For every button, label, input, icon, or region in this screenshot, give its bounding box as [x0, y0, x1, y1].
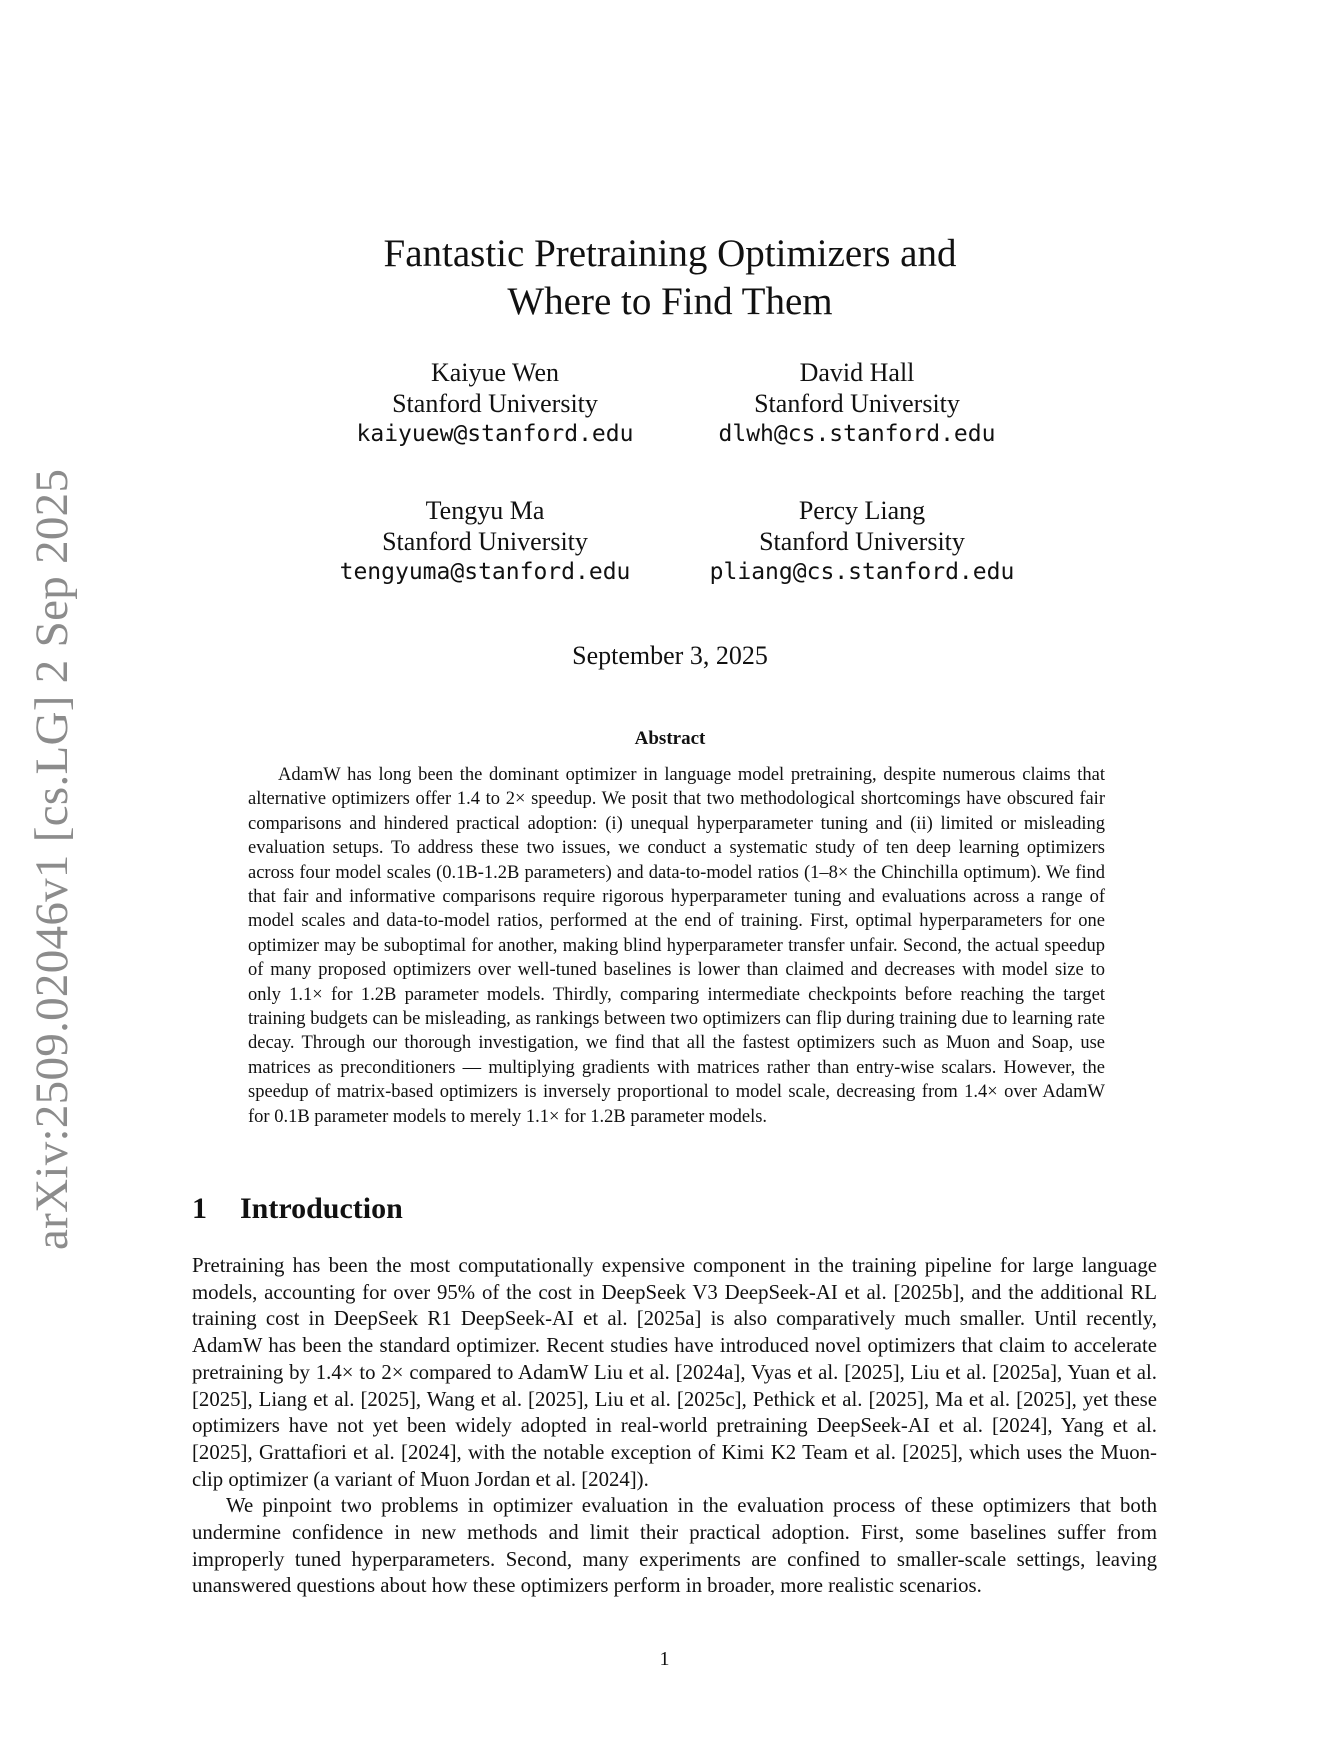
author-name: Percy Liang [798, 496, 926, 525]
author-name: Kaiyue Wen [430, 358, 560, 387]
author-block [305, 357, 685, 450]
author-name: David Hall [799, 358, 915, 387]
title-line-2: Where to Find Them [507, 280, 833, 323]
publication-date: September 3, 2025 [572, 641, 768, 670]
paper-title [190, 230, 1150, 326]
author-affiliation: Stanford University [392, 389, 598, 418]
author-block [667, 357, 1047, 450]
author-email: kaiyuew@stanford.edu [356, 421, 634, 447]
title-line-1: Fantastic Pretraining Optimizers and [383, 232, 957, 275]
arxiv-identifier: arXiv:2509.02046v1 [cs.LG] 2 Sep 2025 [26, 468, 78, 1250]
section-heading [192, 1192, 403, 1226]
author-email: pliang@cs.stanford.edu [709, 559, 1015, 585]
introduction-body [192, 1253, 1157, 1600]
section-number: 1 [192, 1192, 207, 1225]
author-email: tengyuma@stanford.edu [339, 559, 631, 585]
author-block [295, 495, 675, 588]
abstract-text: AdamW has long been the dominant optimizer in language model pretraining, despite numerous claims that alternative optimizers offer 1.4 to 2× speedup. We posit that two methodological shortcomings have obscured fair comparisons and hindered practical adoption: (i) unequal hyperparameter tuning and (ii) limited or misleading evaluation setups. To address these two issues, we conduct a systematic study of ten deep learning optimizers across four model scales (0.1B-1.2B parameters) and data-to-model ratios (1–8× the Chinchilla optimum). We find that fair and informative comparisons require rigorous hyperparameter tuning and evaluations across a range of model scales and data-to-model ratios, performed at the end of training. First, optimal hyperparameters for one optimizer may be suboptimal for another, making blind hyperparameter transfer unfair. Second, the actual speedup of many proposed optimizers over well-tuned baselines is lower than claimed and decreases with model size to only 1.1× for 1.2B parameter models. Thirdly, comparing intermediate checkpoints before reaching the target training budgets can be misleading, as rankings between two optimizers can flip during training due to learning rate decay. Through our thorough investigation, we find that all the fastest optimizers such as Muon and Soap, use matrices as preconditioners — multiplying gradients with matrices rather than entry-wise scalars. However, the speedup of matrix-based optimizers is inversely proportional to model scale, decreasing from 1.4× over AdamW for 0.1B parameter models to merely 1.1× for 1.2B parameter models. [248, 765, 1105, 1127]
author-affiliation: Stanford University [754, 389, 960, 418]
abstract-heading: Abstract [634, 728, 706, 749]
intro-paragraph: We pinpoint two problems in optimizer evaluation in the evaluation process of these optimizers that both undermine confidence in new methods and limit their practical adoption. First, some baselines suffer from improperly tuned hyperparameters. Second, many experiments are confined to smaller-scale settings, leaving unanswered questions about how these optimizers perform in broader, more realistic scenarios. [192, 1494, 1157, 1598]
author-name: Tengyu Ma [425, 496, 545, 525]
page-number: 1 [659, 1648, 670, 1670]
intro-paragraph: Pretraining has been the most computationally expensive component in the training pipeline for large language models, accounting for over 95% of the cost in DeepSeek V3 DeepSeek-AI et al. [2025b], and the additional RL training cost in DeepSeek R1 DeepSeek-AI et al. [2025a] is also comparatively much smaller. Until recently, AdamW has been the standard optimizer. Recent studies have introduced novel optimizers that claim to accelerate pretraining by 1.4× to 2× compared to AdamW Liu et al. [2024a], Vyas et al. [2025], Liu et al. [2025a], Yuan et al. [2025], Liang et al. [2025], Wang et al. [2025], Liu et al. [2025c], Pethick et al. [2025], Ma et al. [2025], yet these optimizers have not yet been widely adopted in real-world pretraining DeepSeek-AI et al. [2024], Yang et al. [2025], Grattafiori et al. [2024], with the notable exception of Kimi K2 Team et al. [2025], which uses the Muon-clip optimizer (a variant of Muon Jordan et al. [2024]). [192, 1254, 1157, 1491]
author-affiliation: Stanford University [382, 527, 588, 556]
section-title: Introduction [240, 1192, 403, 1225]
author-affiliation: Stanford University [759, 527, 965, 556]
author-block [672, 495, 1052, 588]
author-email: dlwh@cs.stanford.edu [718, 421, 996, 447]
